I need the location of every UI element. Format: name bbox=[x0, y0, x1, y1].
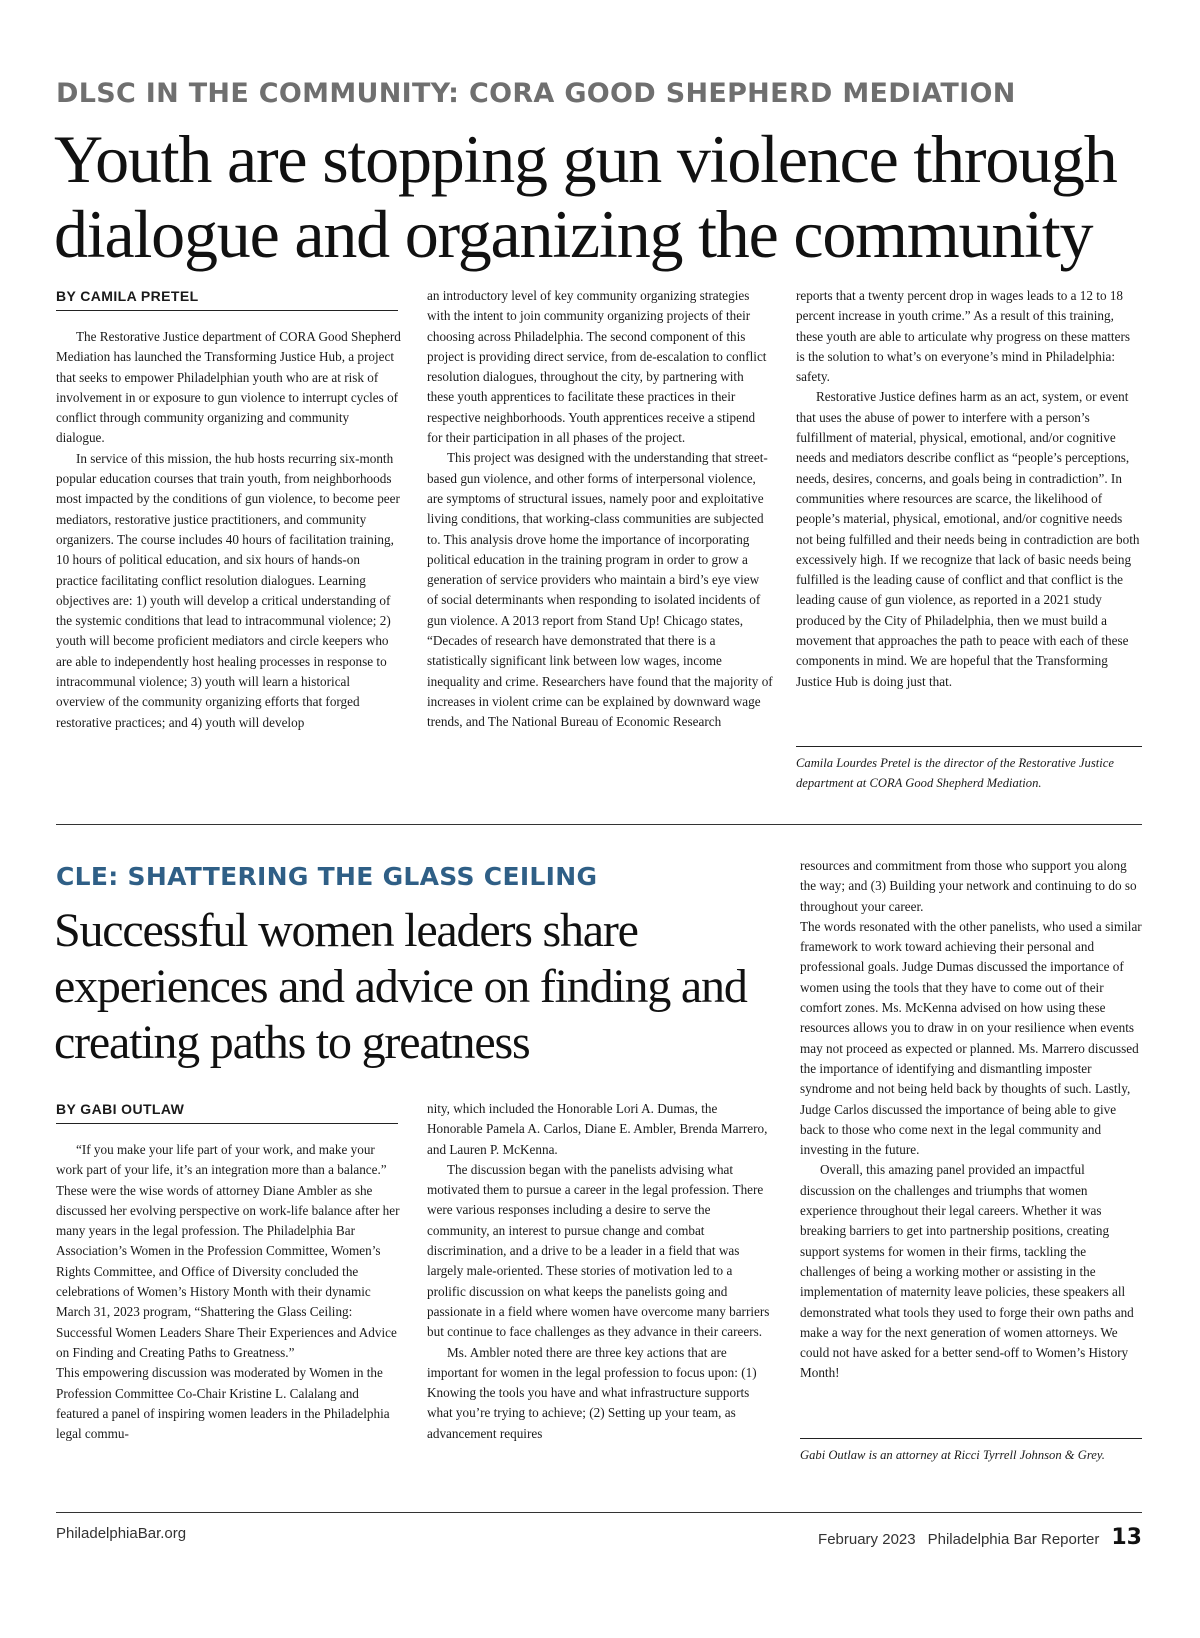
article-column-1 bbox=[56, 327, 401, 733]
article-column-2 bbox=[427, 286, 773, 733]
paragraph: The discussion began with the panelists advising what motivated them to pursue a career in the legal profession. There were various responses including a desire to serve the community, an interest to pursue change and combat discrimination, and a drive to be a leader in a field that was largely male-oriented. These stories of motivation led to a prolific discussion on what keeps the panelists going and passionate in a field where women have overcome many barriers but continue to face challenges as they advance in their careers. bbox=[427, 1161, 770, 1340]
byline: BY GABI OUTLAW bbox=[56, 1101, 398, 1124]
section-kicker: DLSC IN THE COMMUNITY: CORA GOOD SHEPHERD MEDIATION bbox=[56, 78, 1016, 109]
paragraph: Restorative Justice defines harm as an act, system, or event that uses the abuse of power to interfere with a person’s fulfillment of material, physical, emotional, and/or cognitive needs and mediators describe conflict as “people’s perceptions, needs, desires, concerns, and goals being in contradiction”. In communities where resources are scarce, the likelihood of people’s material, physical, emotional, and/or cognitive needs not being fulfilled and their needs being in contradiction are both excessively high. If we recognize that lack of basic needs being fulfilled is the leading cause of conflict and that conflict is the leading cause of gun violence, as reported in a 2021 study produced by the City of Philadelphia, then we must build a movement that approaches the path to peace with each of these components in mind. We are hopeful that the Transforming Justice Hub is doing just that. bbox=[796, 389, 1140, 689]
footer-publication: Philadelphia Bar Reporter bbox=[927, 1531, 1100, 1548]
paragraph: resources and commitment from those who support you along the way; and (3) Building your network and continuing to do so throughout your career. bbox=[800, 858, 1137, 914]
author-note: Gabi Outlaw is an attorney at Ricci Tyrrell Johnson & Grey. bbox=[800, 1438, 1142, 1465]
paragraph: Ms. Ambler noted there are three key actions that are important for women in the legal profession to focus upon: (1) Knowing the tools you have and what infrastructure supports what you’re trying to achieve; (2) Setting up your team, as advancement requires bbox=[427, 1344, 757, 1441]
byline: BY CAMILA PRETEL bbox=[56, 288, 398, 311]
article-headline: Youth are stopping gun violence through dialogue and organizing the community bbox=[54, 121, 1117, 272]
article-column-2 bbox=[427, 1099, 773, 1444]
footer-issue-date: February 2023 bbox=[818, 1531, 916, 1548]
footer-issue-info bbox=[818, 1525, 1142, 1550]
paragraph: This empowering discussion was moderated by Women in the Profession Committee Co-Chair Kristine L. Calalang and featured a panel of inspiring women leaders in the Philadelphia legal commu- bbox=[56, 1365, 390, 1442]
article-column-3 bbox=[800, 856, 1142, 1384]
footer-divider bbox=[56, 1512, 1142, 1513]
section-kicker: CLE: SHATTERING THE GLASS CEILING bbox=[56, 862, 598, 891]
paragraph: This project was designed with the understanding that street-based gun violence, and other forms of interpersonal violence, are symptoms of structural issues, namely poor and exploitative living conditions, that working-class communities are subjected to. This analysis drove home the importance of incorporating political education in the training program in order to grow a generation of service providers who maintain a bird’s eye view of social determinants when responding to isolated incidents of gun violence. A 2013 report from Stand Up! Chicago states, “Decades of research have demonstrated that there is a statistically significant link between low wages, income inequality and crime. Researchers have found that the majority of increases in violent crime can be explained by downward wage trends, and The National Bureau of Economic Research bbox=[427, 450, 773, 730]
article-headline: Successful women leaders share experiences and advice on finding and creating paths to greatness bbox=[54, 904, 747, 1069]
article-column-3 bbox=[796, 286, 1142, 692]
page-number: 13 bbox=[1111, 1525, 1142, 1550]
section-divider bbox=[56, 824, 1142, 825]
paragraph: an introductory level of key community organizing strategies with the intent to join community organizing projects of their choosing across Philadelphia. The second component of this project is providing direct service, from de-escalation to conflict resolution dialogues, throughout the city, by partnering with these youth apprentices to facilitate these practices in their respective neighborhoods. Youth apprentices receive a stipend for their participation in all phases of the project. bbox=[427, 288, 767, 446]
footer-website: PhiladelphiaBar.org bbox=[56, 1525, 187, 1542]
paragraph: reports that a twenty percent drop in wages leads to a 12 to 18 percent increase in youth crime.” As a result of this training, these youth are able to articulate why progress on these matters is the solution to what’s on everyone’s mind in Philadelphia: safety. bbox=[796, 288, 1130, 385]
paragraph: The Restorative Justice department of CORA Good Shepherd Mediation has launched the Transforming Justice Hub, a project that seeks to empower Philadelphian youth who are at risk of involvement in or exposure to gun violence to interrupt cycles of conflict through community organizing and community dialogue. bbox=[56, 329, 401, 446]
paragraph: In service of this mission, the hub hosts recurring six-month popular education courses that train youth, from neighborhoods most impacted by the conditions of gun violence, to become peer mediators, restorative justice practitioners, and community organizers. The course includes 40 hours of facilitation training, 10 hours of political education, and six hours of hands-on practice facilitating conflict resolution dialogues. Learning objectives are: 1) youth will develop a critical understanding of the systemic conditions that lead to intracommunal violence; 2) youth will become proficient mediators and circle keepers who are able to independently host healing processes in response to intracommunal violence; 3) youth will learn a historical overview of the community organizing efforts that forged restorative practices; and 4) youth will develop bbox=[56, 450, 400, 730]
article-column-1 bbox=[56, 1140, 401, 1444]
paragraph: Overall, this amazing panel provided an impactful discussion on the challenges and triumphs that women experience throughout their legal careers. Whether it was breaking barriers to get into partnership positions, creating support systems for women in their firms, tackling the challenges of being a working mother or assisting in the implementation of maternity leave policies, these speakers all demonstrated what tools they used to forge their own paths and make a way for the next generation of women attorneys. We could not have asked for a better send-off to Women’s History Month! bbox=[800, 1162, 1134, 1381]
paragraph: The words resonated with the other panelists, who used a similar framework to work toward achieving their personal and professional goals. Judge Dumas discussed the importance of women using the tools that they have to come out of their comfort zones. Ms. McKenna advised on how using these resources allows you to draw in on your resilience when events may not proceed as expected or planned. Ms. Marrero discussed the importance of identifying and dismantling imposter syndrome and not being held back by thoughts of such. Lastly, Judge Carlos discussed the importance of being able to give back to those who come next in the legal community and investing in the future. bbox=[800, 918, 1142, 1158]
paragraph: nity, which included the Honorable Lori A. Dumas, the Honorable Pamela A. Carlos, Diane E. Ambler, Brenda Marrero, and Lauren P. McKenna. bbox=[427, 1101, 768, 1157]
author-note: Camila Lourdes Pretel is the director of the Restorative Justice department at CORA Good Shepherd Mediation. bbox=[796, 746, 1142, 793]
paragraph: “If you make your life part of your work, and make your work part of your life, it’s an integration more than a balance.” These were the wise words of attorney Diane Ambler as she discussed her evolving perspective on work-life balance after her many years in the legal profession. The Philadelphia Bar Association’s Women in the Profession Committee, Women’s Rights Committee, and Office of Diversity concluded the celebrations of Women’s History Month with their dynamic March 31, 2023 program, “Shattering the Glass Ceiling: Successful Women Leaders Share Their Experiences and Advice on Finding and Creating Paths to Greatness.” bbox=[56, 1142, 400, 1360]
